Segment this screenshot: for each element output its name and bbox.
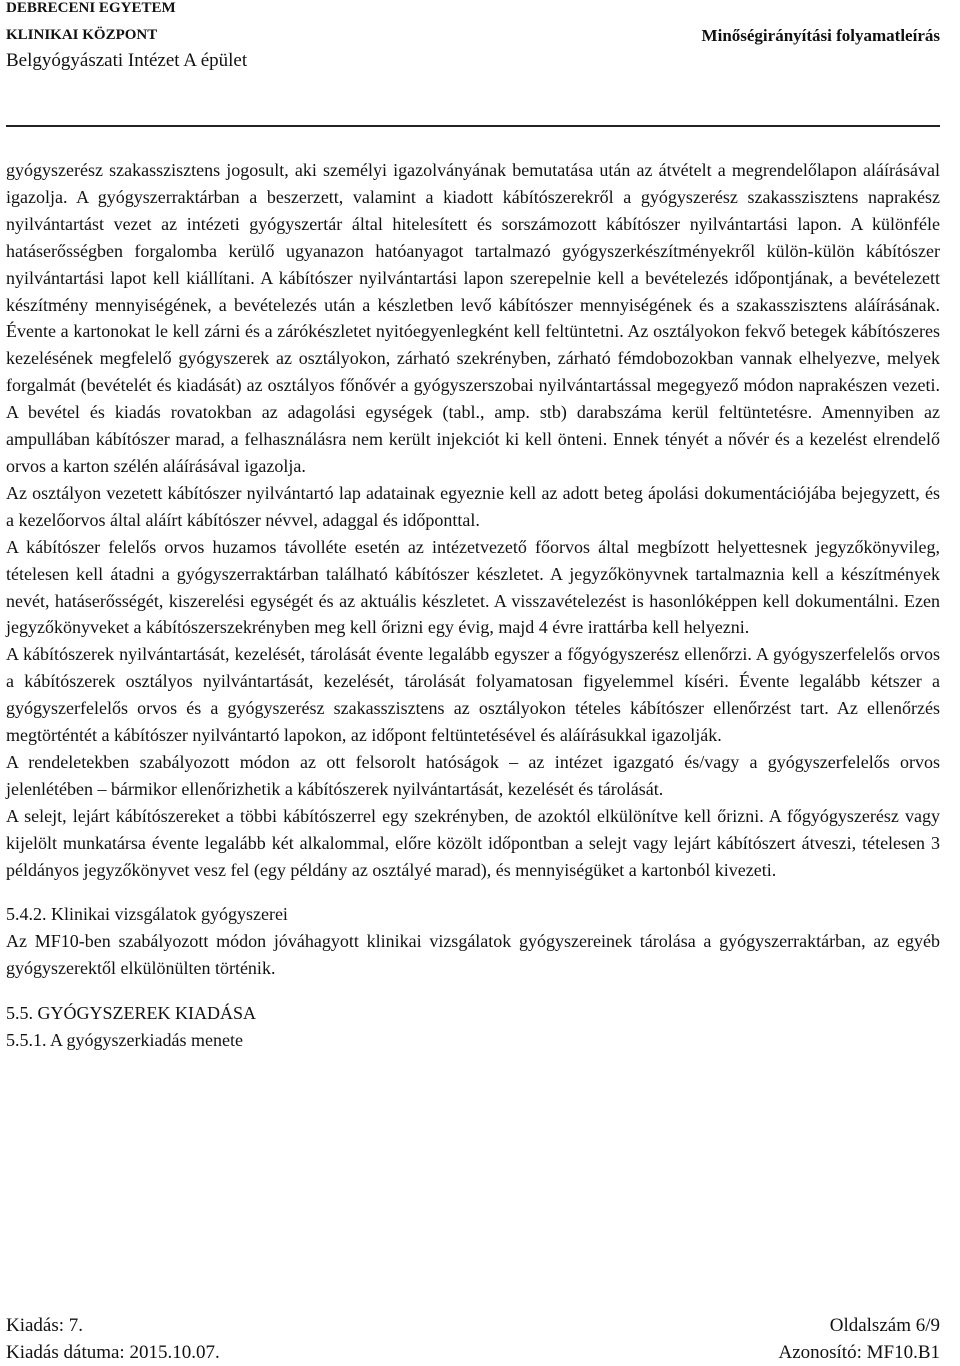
document-body [6, 157, 940, 1054]
paragraph: A kábítószer felelős orvos huzamos távolléte esetén az intézetvezető főorvos által megbízott helyettesnek jegyzőkönyvileg, tételesen kell átadni a gyógyszerraktárban található kábítószer készletet. A jegyzőkönyvnek tartalmaznia kell a készítmények nevét, hatáserősségét, kiszerelési egységét és az aktuális készletet. A visszavételezést is hasonlóképpen kell dokumentálni. Ezen jegyzőkönyveket a kábítószerszekrényben meg kell őrizni egy évig, majd 4 évre irattárba kell helyezni. [6, 536, 940, 638]
paragraph: gyógyszerész szakasszisztens jogosult, aki személyi igazolványának bemutatása után az átvételt a megrendelőlapon aláírásával igazolja. A gyógyszerraktárban a beszerzett, valamint a kiadott kábítószerekről a gyógyszerész szakasszisztens naprakész nyilvántartást vezet az intézeti gyógyszertár által hitelesített és sorszámozott kábítószer nyilvántartási lapon. A különféle hatáserősségben forgalomba kerülő ugyanazon hatóanyagot tartalmazó gyógyszerkészítményekről külön-külön kábítószer nyilvántartási lapot kell kiállítani. A kábítószer nyilvántartási lapon szerepelnie kell a bevételezés időpontjának, a bevételezett készítmény mennyiségének, a bevételezés után a készletben levő kábítószer mennyiségének és a szakasszisztens aláírásának. Évente a kartonokat le kell zárni és a zárókészletet nyitóegyenlegként kell feltüntetni. Az osztályokon fekvő betegek kábítószeres kezelésének megfelelő gyógyszerek az osztályokon, zárható szekrényben, zárható fémdobozokban vannak elhelyezve, melyek forgalmát (bevételét és kiadását) az osztályos főnővér a gyógyszerszobai nyilvántartással megegyező módon naprakészen vezeti. A bevétel és kiadás rovatokban az adagolási egységek (tabl., amp. stb) darabszáma kerül feltüntetésre. Amennyiben az ampullában kábítószer marad, a felhasználásra nem került injekciót ki kell önteni. Ennek tényét a nővér és a kezelést elrendelő orvos a karton szélén aláírásával igazolja. [6, 160, 940, 476]
department-name: Belgyógyászati Intézet A épület [6, 50, 248, 71]
edition-label: Kiadás: 7. [6, 1315, 84, 1336]
paragraph: Az osztályon vezetett kábítószer nyilvántartó lap adatainak egyeznie kell az adott beteg ápolási dokumentációjába bejegyzett, és a kezelőorvos által aláírt kábítószer névvel, adaggal és időponttal. [6, 482, 940, 530]
paragraph: A selejt, lejárt kábítószereket a többi kábítószerrel egy szekrényben, de azoktól elkülönítve kell őrizni. A főgyógyszerész vagy kijelölt munkatársa évente legalább két alkalommal, előre közölt időpontban a selejt vagy lejárt kábítószert átveszi, tételesen 3 példányos jegyzőkönyvet vesz fel (egy példány az osztályé marad), és mennyiségüket a kartonból kivezeti. [6, 805, 940, 880]
page-header [6, 0, 940, 128]
page-footer [6, 1312, 940, 1366]
institution-name: DEBRECENI EGYETEM [6, 0, 176, 16]
document-type: Minőségirányítási folyamatleírás [701, 26, 940, 45]
page-number: Oldalszám 6/9 [829, 1315, 940, 1336]
paragraph: Az MF10-ben szabályozott módon jóváhagyott klinikai vizsgálatok gyógyszereinek tárolása a gyógyszerraktárban, az egyéb gyógyszerektől elkülönülten történik. [6, 931, 940, 979]
document-id: Azonosító: MF10.B1 [778, 1342, 940, 1363]
paragraph: A kábítószerek nyilvántartását, kezelését, tárolását évente legalább egyszer a főgyógyszerész ellenőrzi. A gyógyszerfelelős orvos a kábítószerek osztályos nyilvántartását, kezelését, tárolását folyamatosan figyelemmel kíséri. Évente legalább kétszer a gyógyszerfelelős orvos és a gyógyszerész szakasszisztens az osztályokon tételes kábítószer ellenőrzést tart. Az ellenőrzés megtörténtét a kábítószer nyilvántartó lapokon, az időpont feltüntetésével és aláírásukkal igazolják. [6, 644, 940, 746]
document-page [6, 0, 940, 1363]
section-heading: 5.5. GYÓGYSZEREK KIADÁSA [6, 1003, 256, 1024]
subsection-heading: 5.5.1. A gyógyszerkiadás menete [6, 1030, 243, 1051]
edition-date: Kiadás dátuma: 2015.10.07. [6, 1342, 220, 1363]
paragraph: A rendeletekben szabályozott módon az ott felsorolt hatóságok – az intézet igazgató és/vagy a gyógyszerfelelős orvos jelenlétében – bármikor ellenőrizhetik a kábítószerek nyilvántartását, kezelését és tárolását. [6, 751, 940, 799]
section-heading: 5.4.2. Klinikai vizsgálatok gyógyszerei [6, 904, 288, 925]
header-divider [6, 125, 940, 127]
institution-subname: KLINIKAI KÖZPONT [6, 27, 158, 43]
